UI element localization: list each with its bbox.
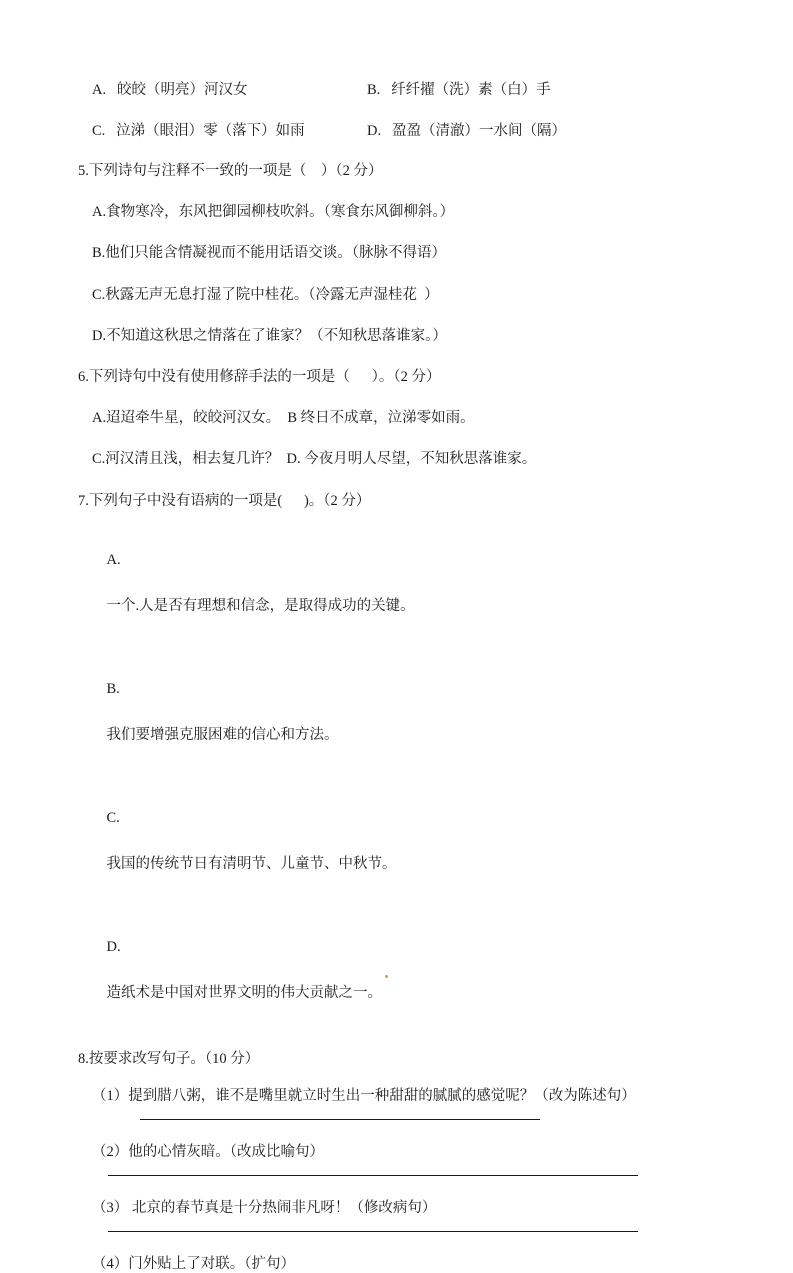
question-8-item-4: （4）门外贴上了对联。（扩句） (92, 1256, 295, 1273)
q4-option-a (78, 78, 367, 99)
question-7-option-a (78, 526, 723, 642)
question-7-option-c-label: C. (106, 809, 120, 826)
q4-option-row-1 (78, 78, 723, 99)
stray-mark-icon (385, 975, 388, 978)
q4-option-b-text: 纤纤擢（洗）素（白）手 (391, 82, 551, 98)
question-8-stem: 8.按要求改写句子。（10 分） (78, 1051, 260, 1068)
q4-option-a-label: A. (92, 82, 107, 98)
question-5-option-a: A.食物寒冷，东风把御园柳枝吹斜。（寒食东风御柳斜。） (92, 204, 455, 221)
q4-option-a-text: 皎皎（明亮）河汉女 (116, 82, 248, 98)
question-5-option-b: B.他们只能含情凝视而不能用话语交谈。（脉脉不得语） (92, 245, 447, 262)
q4-option-b (367, 78, 723, 99)
question-5-option-d: D.不知道这秋思之情落在了谁家？（不知秋思落谁家。） (92, 327, 447, 344)
question-7-stem: 7.下列句子中没有语病的一项是( )。（2 分） (78, 492, 371, 509)
answer-line-3[interactable] (108, 1231, 638, 1232)
question-7-option-d-text: 造纸术是中国对世界文明的伟大贡献之一。 (106, 985, 382, 1002)
q4-option-c-text: 泣涕（眼泪）零（落下）如雨 (116, 123, 305, 139)
q4-option-d (367, 119, 723, 140)
question-6-option-row-1: A.迢迢牵牛星，皎皎河汉女。 B 终日不成章，泣涕零如雨。 (92, 410, 475, 427)
q4-option-c-label: C. (92, 123, 106, 139)
question-8-item-1: （1）提到腊八粥，谁不是嘴里就立时生出一种甜甜的腻腻的感觉呢？（改为陈述句） (92, 1088, 636, 1105)
q4-option-row-2 (78, 119, 723, 140)
question-6-option-row-2: C.河汉清且浅，相去复几许？ D. 今夜月明人尽望，不知秋思落谁家。 (92, 451, 537, 468)
question-5-option-c: C.秋露无声无息打湿了院中桂花。（冷露无声湿桂花 ） (92, 286, 439, 303)
q4-option-b-label: B. (367, 82, 381, 98)
answer-line-2[interactable] (108, 1175, 638, 1176)
question-7-option-c (78, 784, 723, 900)
question-5-stem: 5.下列诗句与注释不一致的一项是（ ）（2 分） (78, 163, 383, 179)
q4-option-c (78, 119, 367, 140)
question-7-option-d-label: D. (106, 938, 121, 955)
question-7-option-a-text: 一个.人是否有理想和信念，是取得成功的关键。 (106, 598, 415, 615)
question-7-option-b-text: 我们要增强克服困难的信心和方法。 (106, 727, 339, 744)
question-7-option-c-text: 我国的传统节日有清明节、儿童节、中秋节。 (106, 856, 397, 873)
q4-option-d-text: 盈盈（清澈）一水间（隔） (391, 123, 566, 139)
question-7-option-d (78, 913, 723, 1029)
q4-option-d-label: D. (367, 123, 382, 139)
answer-line-1[interactable] (140, 1119, 540, 1120)
question-6-stem: 6.下列诗句中没有使用修辞手法的一项是（ ）。（2 分） (78, 368, 441, 385)
question-7-option-b-label: B. (106, 680, 120, 697)
question-7-option-a-label: A. (106, 551, 121, 568)
question-8-item-3: （3） 北京的春节真是十分热闹非凡呀！（修改病句） (92, 1200, 437, 1217)
question-7-option-b (78, 655, 723, 771)
question-8-item-2: （2）他的心情灰暗。（改成比喻句） (92, 1144, 324, 1161)
